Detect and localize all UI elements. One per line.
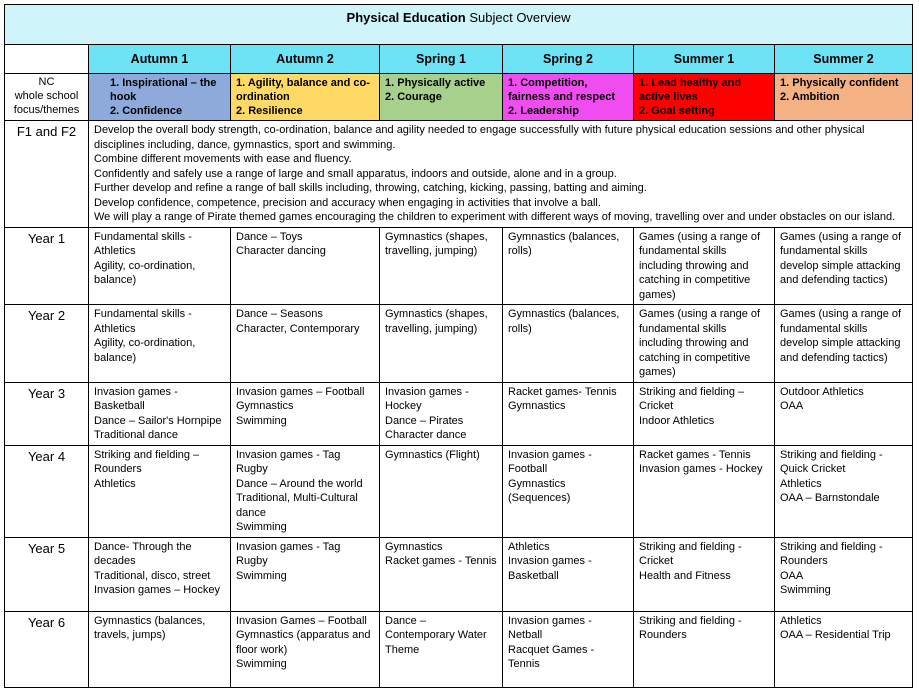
activity-cell (231, 305, 380, 383)
activity-cell (89, 537, 231, 611)
activity-line: Agility, co-ordination, balance) (94, 337, 196, 364)
year-label: Year 6 (5, 611, 89, 687)
activity-line: Athletics (94, 477, 136, 490)
activity-line: Gymnastics (apparatus and floor work) (236, 629, 371, 656)
activity-line: Games (using a range of fundamental skills including throwing and catching in competitive games) (639, 308, 761, 378)
activity-line: Invasion games - Basketball (94, 385, 178, 412)
activity-line: Gymnastics (Flight) (385, 448, 480, 461)
activity-cell (775, 382, 913, 445)
activity-line: Racket games - Tennis (639, 448, 751, 461)
activity-line: Swimming (780, 584, 831, 596)
focus-theme-line: 1. Lead healthy and active lives (639, 77, 742, 103)
f1f2-description (89, 121, 913, 228)
activity-cell (634, 537, 775, 611)
year-row (5, 537, 913, 611)
year-label: Year 3 (5, 382, 89, 445)
activity-line: Gymnastics (Sequences) (508, 477, 571, 504)
activity-cell (503, 382, 634, 445)
activity-cell (380, 227, 503, 305)
activity-cell (775, 227, 913, 305)
term-header-row (5, 45, 913, 74)
activity-line: Dance – Toys (236, 230, 303, 243)
activity-cell (89, 382, 231, 445)
activity-line: OAA (780, 400, 804, 412)
activity-cell (503, 611, 634, 687)
activity-cell (89, 445, 231, 537)
focus-theme-line: 1. Competition, fairness and respect (508, 77, 615, 103)
year-label: Year 1 (5, 227, 89, 305)
activity-line: Dance- Through the decades (94, 540, 192, 567)
activity-line: Gymnastics (236, 400, 294, 412)
activity-cell (89, 227, 231, 305)
activity-line: Gymnastics (shapes, travelling, jumping) (385, 308, 488, 335)
focus-theme-autumn-1 (89, 74, 231, 121)
activity-line: Fundamental skills - Athletics (94, 308, 192, 335)
activity-line: Invasion games - Tag Rugby (236, 448, 341, 475)
activity-line: Striking and fielding - Cricket (639, 540, 742, 567)
activity-line: Gymnastics (shapes, travelling, jumping) (385, 230, 488, 257)
year-row (5, 227, 913, 305)
f1f2-line: Develop confidence, competence, precision and accuracy when engaging in activities that involve a ball. (94, 196, 601, 209)
focus-theme-line: 2. Leadership (508, 105, 579, 117)
activity-cell (503, 537, 634, 611)
focus-theme-summer-2 (775, 74, 913, 121)
activity-cell (634, 445, 775, 537)
activity-line: Racket games - Tennis (385, 555, 497, 567)
focus-theme-autumn-2 (231, 74, 380, 121)
activity-line: Dance – Seasons (236, 308, 323, 320)
activity-cell (634, 382, 775, 445)
activity-line: Dance – Pirates (385, 414, 464, 427)
nc-label-line: whole school (14, 90, 79, 102)
activity-line: Invasion Games – Football (236, 614, 367, 627)
year-row (5, 611, 913, 687)
activity-cell (775, 305, 913, 383)
focus-theme-spring-2 (503, 74, 634, 121)
activity-line: Swimming (236, 658, 287, 670)
activity-line: Racket games- Tennis (508, 385, 617, 398)
activity-line: Traditional dance (94, 429, 178, 441)
activity-line: Athletics (780, 477, 822, 490)
activity-cell (231, 611, 380, 687)
term-header-spring-2: Spring 2 (503, 45, 634, 74)
activity-line: Dance – Around the world (236, 477, 363, 490)
activity-line: OAA – Residential Trip (780, 629, 891, 641)
year-row (5, 382, 913, 445)
activity-cell (634, 305, 775, 383)
focus-theme-spring-1 (380, 74, 503, 121)
focus-theme-line: 2. Resilience (236, 105, 303, 117)
activity-line: Invasion games - Netball (508, 614, 592, 641)
activity-line: Striking and fielding - Rounders (780, 540, 883, 567)
activity-line: OAA – Barnstondale (780, 492, 880, 504)
focus-theme-line: 2. Courage (385, 91, 442, 103)
activity-line: Outdoor Athletics (780, 385, 864, 398)
activity-cell (380, 445, 503, 537)
focus-theme-line: 1. Agility, balance and co-ordination (236, 77, 370, 103)
term-header-autumn-2: Autumn 2 (231, 45, 380, 74)
activity-line: Striking and fielding - Quick Cricket (780, 448, 883, 475)
activity-line: Traditional, Multi-Cultural dance (236, 492, 358, 519)
focus-theme-line: 1. Physically active (385, 77, 486, 89)
focus-theme-summer-1 (634, 74, 775, 121)
nc-focus-row (5, 74, 913, 121)
activity-line: Gymnastics (balances, rolls) (508, 230, 620, 257)
overview-table (4, 4, 913, 688)
focus-theme-line: 1. Physically confident (780, 77, 899, 89)
activity-cell (231, 445, 380, 537)
activity-line: Invasion games - Hockey (639, 463, 763, 475)
year-row (5, 445, 913, 537)
activity-cell (380, 537, 503, 611)
activity-line: Character, Contemporary (236, 322, 360, 335)
activity-cell (231, 382, 380, 445)
nc-label-line: NC (38, 76, 55, 88)
activity-line: Gymnastics (balances, travels, jumps) (94, 614, 206, 641)
activity-line: Athletics (780, 614, 822, 627)
activity-line: Swimming (236, 569, 287, 582)
activity-cell (634, 227, 775, 305)
activity-line: Fundamental skills - Athletics (94, 230, 192, 257)
activity-line: Striking and fielding – Rounders (94, 448, 200, 475)
focus-theme-line: 2. Ambition (780, 91, 840, 103)
activity-cell (89, 305, 231, 383)
activity-line: Dance – Sailor's Hornpipe (94, 414, 222, 427)
f1f2-line: Develop the overall body strength, co-ordination, balance and agility needed to engage successfully with future physical education sessions and other physical disciplines including, dance, gymnastics, sport and swimming. (94, 124, 865, 151)
activity-line: Invasion games - Hockey (385, 385, 469, 412)
term-header-spring-1: Spring 1 (380, 45, 503, 74)
term-header-autumn-1: Autumn 1 (89, 45, 231, 74)
f1f2-line: Combine different movements with ease and fluency. (94, 153, 352, 165)
activity-line: Games (using a range of fundamental skills including throwing and catching in competitive games) (639, 230, 761, 301)
activity-cell (503, 305, 634, 383)
activity-line: OAA (780, 569, 804, 582)
activity-cell (775, 445, 913, 537)
activity-line: Swimming (236, 414, 287, 427)
activity-line: Gymnastics (385, 540, 443, 553)
activity-cell (89, 611, 231, 687)
term-header-summer-1: Summer 1 (634, 45, 775, 74)
activity-line: Gymnastics (balances, rolls) (508, 308, 620, 335)
f1f2-line: Confidently and safely use a range of large and small apparatus, indoors and outside, alone and in a group. (94, 167, 617, 180)
page-title (5, 5, 913, 45)
corner-cell (5, 45, 89, 74)
f1f2-line: Further develop and refine a range of ball skills including, throwing, catching, kicking, passing, batting and aiming. (94, 182, 647, 194)
nc-label-line: focus/themes (13, 104, 80, 116)
activity-line: Invasion games - Football (508, 448, 592, 475)
activity-cell (503, 445, 634, 537)
f1f2-line: We will play a range of Pirate themed games encouraging the children to experiment with different ways of moving, travelling over and under obstacles on our island. (94, 211, 896, 223)
focus-theme-line: 2. Goal setting (639, 105, 715, 117)
f1f2-row (5, 121, 913, 228)
activity-cell (775, 537, 913, 611)
activity-line: Racquet Games - Tennis (508, 643, 595, 670)
activity-line: Health and Fitness (639, 569, 731, 582)
activity-line: Indoor Athletics (639, 414, 715, 427)
f1f2-label: F1 and F2 (5, 121, 89, 228)
activity-cell (231, 227, 380, 305)
activity-line: Striking and fielding – Cricket (639, 385, 745, 412)
focus-theme-line: 1. Inspirational – the hook (110, 77, 217, 103)
title-rest: Subject Overview (465, 10, 571, 25)
activity-cell (380, 305, 503, 383)
activity-line: Dance – Contemporary Water Theme (385, 614, 487, 656)
activity-cell (380, 382, 503, 445)
activity-cell (503, 227, 634, 305)
nc-label (5, 74, 89, 121)
activity-line: Games (using a range of fundamental skills develop simple attacking and defending tactics) (780, 308, 902, 364)
term-header-summer-2: Summer 2 (775, 45, 913, 74)
activity-line: Traditional, disco, street (94, 569, 211, 582)
year-label: Year 5 (5, 537, 89, 611)
focus-theme-line: 2. Confidence (110, 105, 183, 117)
activity-line: Gymnastics (508, 400, 566, 412)
activity-line: Invasion games - Tag Rugby (236, 540, 341, 567)
activity-line: Agility, co-ordination, balance) (94, 259, 196, 286)
activity-line: Character dance (385, 429, 467, 441)
activity-cell (634, 611, 775, 687)
activity-line: Games (using a range of fundamental skills develop simple attacking and defending tactics) (780, 230, 902, 286)
title-bold: Physical Education (346, 10, 466, 25)
activity-line: Invasion games - Basketball (508, 555, 592, 582)
title-row (5, 5, 913, 45)
activity-line: Character dancing (236, 245, 326, 257)
subject-overview (4, 4, 912, 670)
activity-cell (380, 611, 503, 687)
year-label: Year 2 (5, 305, 89, 383)
activity-line: Athletics (508, 540, 550, 553)
year-row (5, 305, 913, 383)
year-label: Year 4 (5, 445, 89, 537)
activity-line: Swimming (236, 521, 287, 533)
activity-cell (231, 537, 380, 611)
activity-line: Invasion games – Hockey (94, 584, 220, 596)
activity-cell (775, 611, 913, 687)
activity-line: Invasion games – Football (236, 385, 365, 398)
activity-line: Striking and fielding - Rounders (639, 614, 742, 641)
